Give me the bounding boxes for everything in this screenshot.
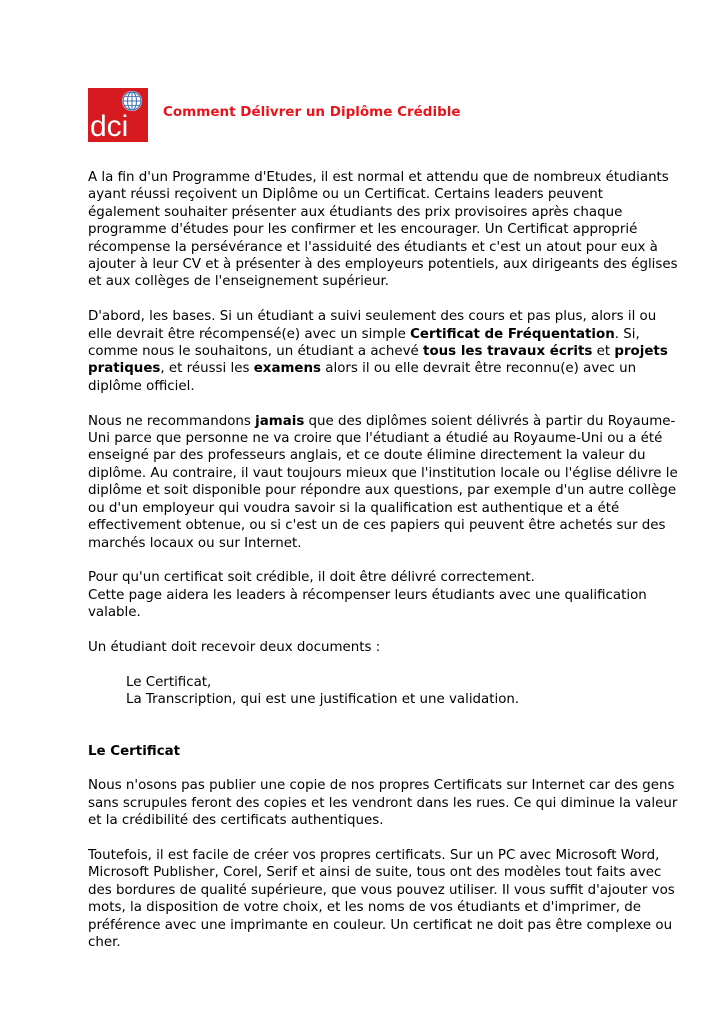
list-item: Le Certificat, [126, 674, 212, 690]
section-heading-certificate: Le Certificat [88, 743, 181, 759]
paragraph-uk-warning: Nous ne recommandons jamais que des diplômes soient délivrés à partir du Royaume-Uni parce que personne ne va croire que l'étudiant a étudié au Royaume-Uni ou a été enseigné par des professeurs anglais, et ce doute élimine directement la valeur du diplôme. Au contraire, il vaut toujours mieux que l'institution locale ou l'église délivre le diplôme et soit disponible pour répondre aux questions, par exemple d'un autre collège ou d'un employeur qui voudra savoir si la qualification est authentique et a été effectivement obtenue, ou si c'est un de ces papiers qui peuvent être achetés sur des marchés locaux ou sur Internet. [88, 413, 678, 551]
document-body [88, 169, 678, 969]
dci-logo-icon [88, 88, 148, 142]
document-header [88, 88, 678, 144]
paragraph-no-copy: Nous n'osons pas publier une copie de nos propres Certificats sur Internet car des gens sans scrupules feront des copies et les vendront dans les rues. Ce qui diminue la valeur et la crédibilité des certificats authentiques. [88, 778, 678, 829]
list-item: La Transcription, qui est une justification et une validation. [126, 692, 520, 708]
paragraph-documents: Un étudiant doit recevoir deux documents : [88, 639, 381, 655]
svg-text:dci: dci [90, 110, 129, 142]
document-title: Comment Délivrer un Diplôme Crédible [163, 104, 461, 120]
paragraph-basics: D'abord, les bases. Si un étudiant a suivi seulement des cours et pas plus, alors il ou elle devrait être récompensé(e) avec un simple Certificat de Fréquentation. Si, comme nous le souhaitons, un étudiant a achevé tous les travaux écrits et projets pratiques, et réussi les examens alors il ou elle devrait être reconnu(e) avec un diplôme officiel. [88, 309, 668, 394]
documents-list [126, 674, 678, 709]
paragraph-credible: Pour qu'un certificat soit crédible, il doit être délivré correctement. [88, 570, 535, 586]
paragraph-help: Cette page aidera les leaders à récompenser leurs étudiants avec une qualification valable. [88, 587, 647, 621]
paragraph-intro: A la fin d'un Programme d'Etudes, il est normal et attendu que de nombreux étudiants ayant réussi reçoivent un Diplôme ou un Certificat. Certains leaders peuvent également souhaiter présenter aux étudiants des prix provisoires après chaque programme d'études pour les confirmer et les encourager. Un Certificat approprié récompense la persévérance et l'assiduité des étudiants et c'est un atout pour eux à ajouter à leur CV et à présenter à des employeurs potentiels, aux dirigeants des églises et aux collèges de l'enseignement supérieur. [88, 170, 678, 290]
paragraph-create: Toutefois, il est facile de créer vos propres certificats. Sur un PC avec Microsoft Word, Microsoft Publisher, Corel, Serif et ainsi de suite, tous ont des modèles tout faits avec des bordures de qualité supérieure, que vous pouvez utiliser. Il vous suffit d'ajouter vos mots, la disposition de votre choix, et les noms de vos étudiants et d'imprimer, de préférence avec une imprimante en couleur. Un certificat ne doit pas être complexe ou cher. [88, 847, 675, 950]
